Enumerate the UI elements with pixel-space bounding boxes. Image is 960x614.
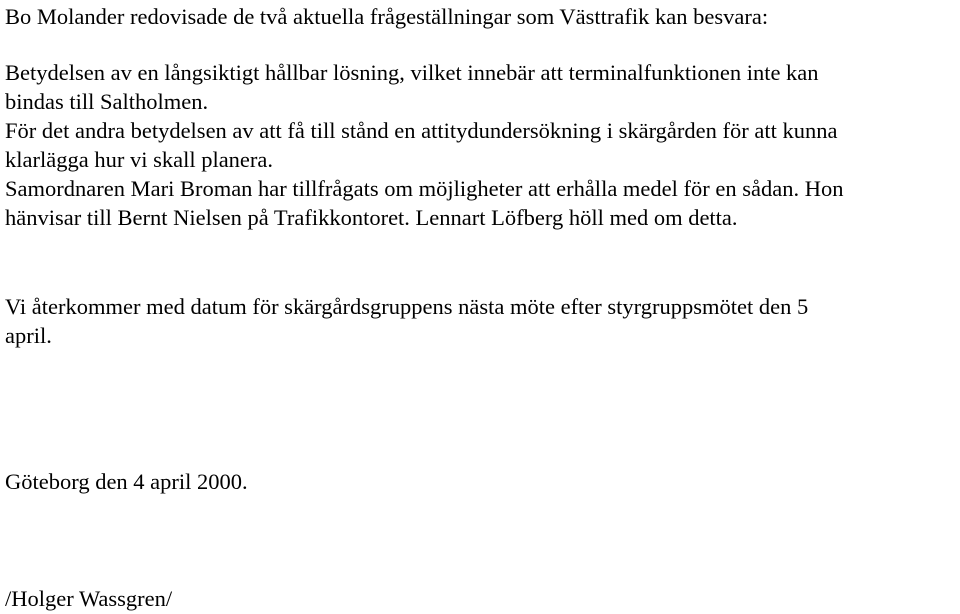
paragraph-line: Samordnaren Mari Broman har tillfrågats om möjligheter att erhålla medel för en sådan. Hon — [5, 176, 844, 201]
signature: /Holger Wassgren/ — [5, 586, 173, 611]
intro-text: Bo Molander redovisade de två aktuella frågeställningar som Västtrafik kan besvara: — [5, 4, 769, 29]
paragraph-line: hänvisar till Bernt Nielsen på Trafikkontoret. Lennart Löfberg höll med om detta. — [5, 205, 738, 230]
paragraph-line: Vi återkommer med datum för skärgårdsgruppens nästa möte efter styrgruppsmötet den 5 — [5, 294, 809, 319]
paragraph-line: klarlägga hur vi skall planera. — [5, 147, 274, 172]
paragraph-line: För det andra betydelsen av att få till stånd en attitydundersökning i skärgården för att kunna — [5, 118, 838, 143]
place-date: Göteborg den 4 april 2000. — [5, 469, 248, 494]
paragraph-line: bindas till Saltholmen. — [5, 89, 209, 114]
paragraph-line: Betydelsen av en långsiktigt hållbar lösning, vilket innebär att terminalfunktionen inte kan — [5, 60, 819, 85]
paragraph-line: april. — [5, 323, 52, 348]
